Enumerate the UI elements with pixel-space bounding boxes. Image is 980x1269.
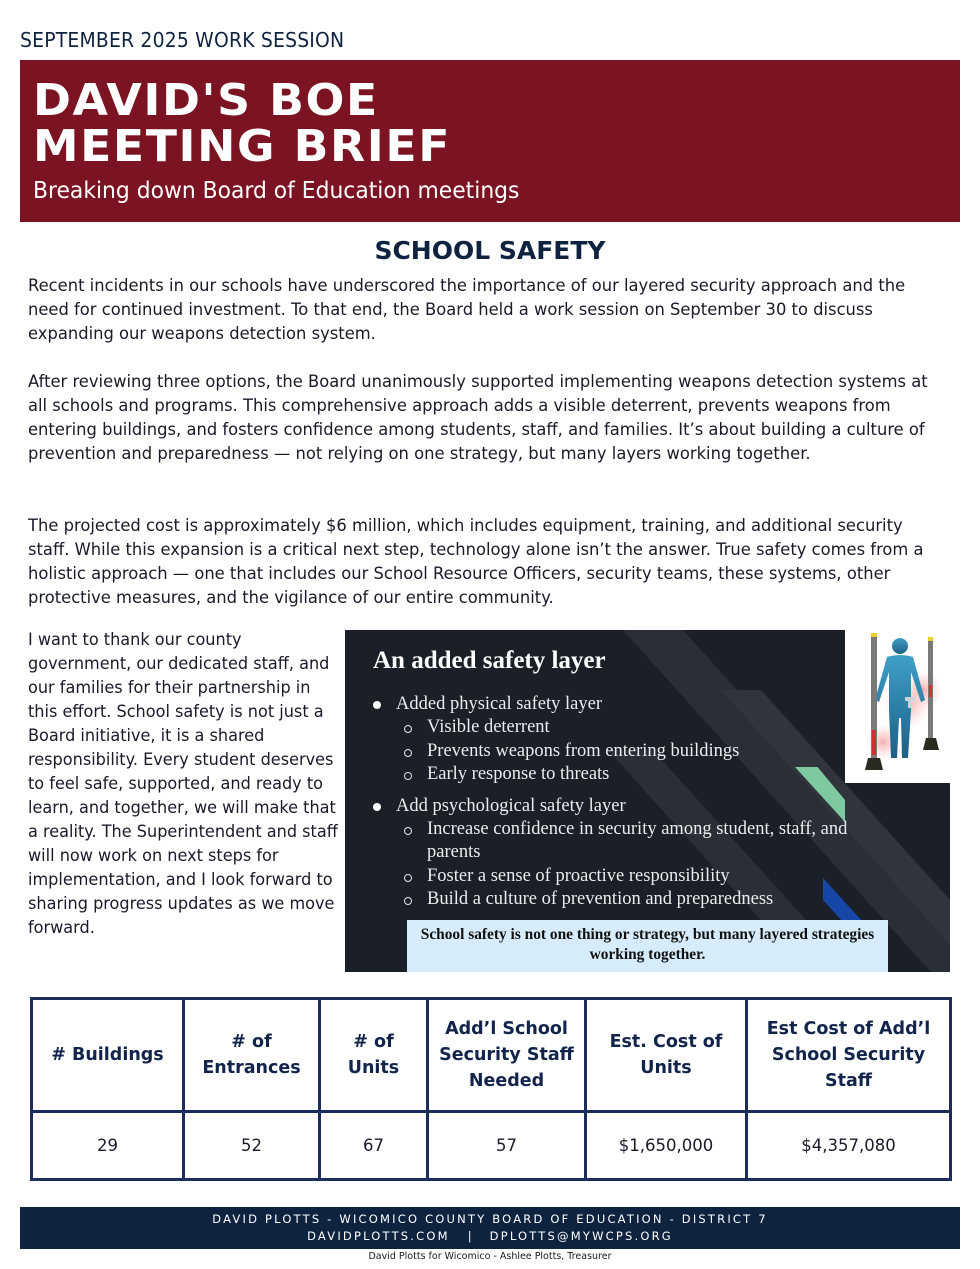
title-line-1: DAVID'S BOE bbox=[33, 75, 379, 126]
header-cost-staff: Est Cost of Add’l School Security Staff bbox=[747, 999, 951, 1112]
website-link[interactable]: DAVIDPLOTTS.COM bbox=[307, 1229, 450, 1243]
newsletter-subtitle: Breaking down Board of Education meetings bbox=[33, 178, 520, 204]
paragraph-decision: After reviewing three options, the Board unanimously supported implementing weapons detection systems at all schools and programs. This comprehensive approach adds a visible deterrent, prevents weapons from entering buildings, and fosters confidence among students, staff, and families. It’s about building a culture of prevention and preparedness — not relying on one strategy, but many layers working together. bbox=[28, 372, 928, 463]
newsletter-title bbox=[33, 75, 452, 172]
title-line-2: MEETING BRIEF bbox=[33, 121, 452, 172]
footer-attribution: DAVID PLOTTS - WICOMICO COUNTY BOARD OF EDUCATION - DISTRICT 7 bbox=[212, 1212, 768, 1226]
header-cost-units: Est. Cost of Units bbox=[586, 999, 747, 1112]
header-buildings: # Buildings bbox=[32, 999, 184, 1112]
sub-bullet: Foster a sense of proactive responsibility bbox=[370, 865, 847, 889]
table-header-row bbox=[32, 999, 951, 1112]
weapons-detector-icon bbox=[845, 630, 950, 783]
cell-cost-units: $1,650,000 bbox=[586, 1112, 747, 1180]
slide-bullet-list bbox=[370, 693, 847, 920]
sub-bullet: Build a culture of prevention and preparedness bbox=[370, 888, 847, 912]
header-staff-needed: Add’l School Security Staff Needed bbox=[428, 999, 586, 1112]
sub-bullet-text-continued: parents bbox=[427, 842, 481, 862]
psychological-layer-subitems bbox=[370, 818, 847, 912]
cell-buildings: 29 bbox=[32, 1112, 184, 1180]
table-row bbox=[32, 1112, 951, 1180]
sub-bullet-text: Increase confidence in security among student, staff, and bbox=[427, 818, 848, 839]
bullet-psychological-layer: Add psychological safety layer bbox=[370, 795, 847, 818]
sub-bullet: Early response to threats bbox=[370, 763, 847, 787]
session-label: SEPTEMBER 2025 WORK SESSION bbox=[20, 28, 345, 52]
sub-bullet bbox=[370, 818, 847, 865]
cell-entrances: 52 bbox=[184, 1112, 320, 1180]
bullet-physical-layer: Added physical safety layer bbox=[370, 693, 847, 716]
header-units: # of Units bbox=[320, 999, 428, 1112]
paragraph-cost: The projected cost is approximately $6 million, which includes equipment, training, and additional security staff. While this expansion is a critical next step, technology alone isn’t the answer. True safety comes from a holistic approach — one that includes our School Resource Officers, security teams, these systems, other protective measures, and the vigilance of our entire community. bbox=[28, 516, 924, 607]
cell-staff-needed: 57 bbox=[428, 1112, 586, 1180]
footer-separator: | bbox=[467, 1229, 472, 1243]
cell-units: 67 bbox=[320, 1112, 428, 1180]
presentation-slide-image bbox=[345, 630, 950, 972]
cost-summary-table bbox=[30, 997, 952, 1181]
campaign-disclaimer: David Plotts for Wicomico - Ashlee Plotts, Treasurer bbox=[368, 1251, 612, 1262]
cell-cost-staff: $4,357,080 bbox=[747, 1112, 951, 1180]
paragraph-closing: I want to thank our county government, our dedicated staff, and our families for their partnership in this effort. School safety is not just a Board initiative, it is a shared responsibility. Every student deserves to feel safe, supported, and ready to learn, and together, we will make that a reality. The Superintendent and staff will now work on next steps for implementation, and I look forward to sharing progress updates as we move forward. bbox=[28, 630, 338, 937]
paragraph-intro: Recent incidents in our schools have underscored the importance of our layered security approach and the need for continued investment. To that end, the Board held a work session on September 30 to discuss expanding our weapons detection system. bbox=[28, 276, 906, 343]
footer-contact bbox=[20, 1228, 960, 1245]
sub-bullet: Visible deterrent bbox=[370, 716, 847, 740]
footer-bar bbox=[20, 1207, 960, 1249]
header-entrances: # of Entrances bbox=[184, 999, 320, 1112]
header-banner bbox=[20, 60, 960, 222]
section-title: SCHOOL SAFETY bbox=[374, 236, 606, 265]
physical-layer-subitems bbox=[370, 716, 847, 787]
email-link[interactable]: DPLOTTS@MYWCPS.ORG bbox=[489, 1229, 673, 1243]
slide-callout-box: School safety is not one thing or strategy, but many layered strategies working together. bbox=[407, 920, 888, 972]
slide-title: An added safety layer bbox=[373, 647, 606, 674]
sub-bullet: Prevents weapons from entering buildings bbox=[370, 740, 847, 764]
